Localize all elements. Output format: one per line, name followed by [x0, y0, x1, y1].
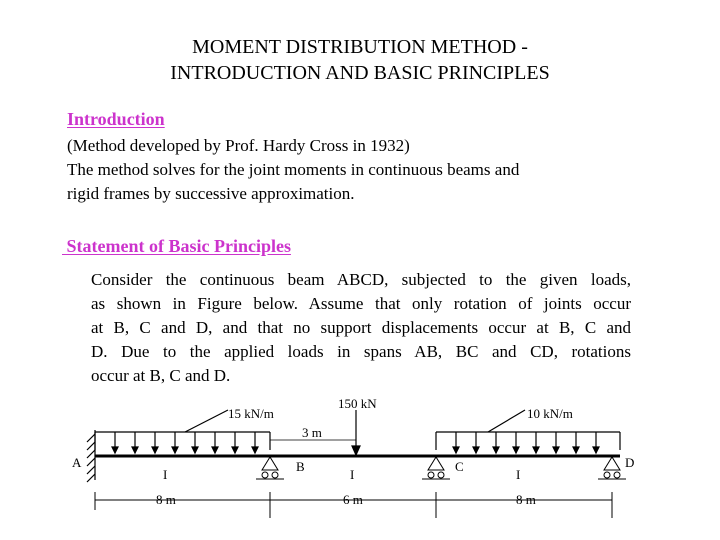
- inertia-label-bc: I: [350, 467, 355, 482]
- inertia-label-cd: I: [516, 467, 521, 482]
- introduction-line: (Method developed by Prof. Hardy Cross in 1932): [67, 136, 410, 155]
- support-label-b: B: [296, 459, 305, 474]
- introduction-line: The method solves for the joint moments in continuous beams and: [67, 160, 520, 179]
- span-length-bc: 6 m: [343, 492, 363, 507]
- introduction-line: rigid frames by successive approximation.: [67, 184, 355, 203]
- principles-line: D. Due to the applied loads in spans AB, BC and CD, rotations: [91, 342, 631, 361]
- point-load: [352, 410, 360, 455]
- title-line-2: INTRODUCTION AND BASIC PRINCIPLES: [170, 62, 550, 84]
- point-load-label: 150 kN: [338, 396, 377, 411]
- support-label-d: D: [625, 455, 635, 470]
- roller-support-b: [256, 457, 284, 479]
- span-length-ab: 8 m: [156, 492, 176, 507]
- principles-line: Consider the continuous beam ABCD, subjected to the given loads,: [91, 270, 631, 289]
- support-label-c: C: [455, 459, 464, 474]
- principles-heading-text: Statement of Basic Principles: [66, 236, 291, 256]
- roller-support-c: [422, 457, 450, 479]
- title-line-1: MOMENT DISTRIBUTION METHOD -: [192, 36, 528, 58]
- span-length-cd: 8 m: [516, 492, 536, 507]
- inertia-label-ab: I: [163, 467, 168, 482]
- udl-ab-label: 15 kN/m: [228, 406, 274, 421]
- support-label-a: A: [72, 455, 82, 470]
- fixed-support-a: [87, 430, 95, 482]
- principles-line: at B, C and D, and that no support displacements occur at B, C and: [91, 318, 631, 337]
- principles-line: occur at B, C and D.: [91, 366, 231, 385]
- roller-support-d: [598, 457, 626, 479]
- introduction-heading: Introduction: [67, 109, 165, 129]
- principles-line: as shown in Figure below. Assume that only rotation of joints occur: [91, 294, 631, 313]
- point-load-distance-label: 3 m: [302, 425, 322, 440]
- udl-cd-label: 10 kN/m: [527, 406, 573, 421]
